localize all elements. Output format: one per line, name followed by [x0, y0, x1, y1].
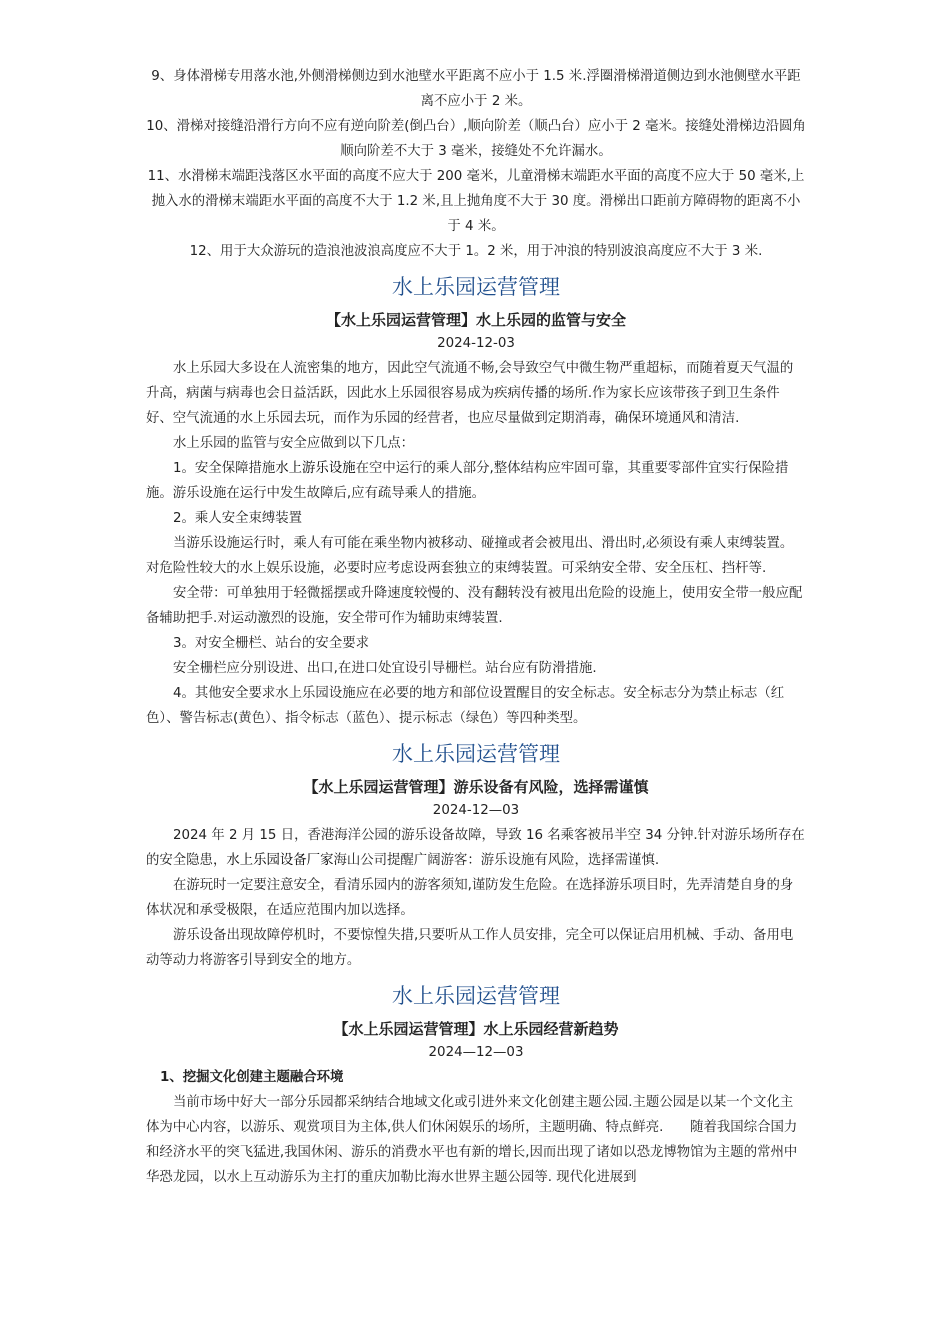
intro-item-10: 10、滑梯对接缝沿滑行方向不应有逆向阶差(倒凸台）,顺向阶差（顺凸台）应小于 2 毫米。接缝处滑梯边沿圆角顺向阶差不大于 3 毫米，接缝处不允许漏水。: [146, 119, 806, 159]
paragraph: 水上乐园大多设在人流密集的地方，因此空气流通不畅,会导致空气中微生物严重超标，而随着夏天气温的升高，病菌与病毒也会日益活跃，因此水上乐园很容易成为疾病传播的场所.作为家长应该带孩子到卫生条件好、空气流通的水上乐园去玩，而作为乐园的经营者，也应尽量做到定期消毒，确保环境通风和清洁.: [146, 361, 794, 426]
article-title: 【水上乐园运营管理】水上乐园的监管与安全: [325, 311, 626, 329]
article-title: 【水上乐园运营管理】游乐设备有风险，选择需谨慎: [303, 778, 649, 796]
paragraph: 当游乐设施运行时，乘人有可能在乘坐物内被移动、碰撞或者会被甩出、滑出时,必须设有乘人束缚装置。对危险性较大的水上娱乐设施，必要时应考虑设两套独立的束缚装置。可采纳安全带、安全压杠、挡杆等.: [146, 536, 794, 576]
paragraph: 在游玩时一定要注意安全，看清乐园内的游客须知,谨防发生危险。在选择游乐项目时，先弄清楚自身的身体状况和承受极限，在适应范围内加以选择。: [146, 878, 794, 918]
point-heading: 1、挖掘文化创建主题融合环境: [160, 1070, 344, 1085]
document-page: [146, 64, 806, 1190]
paragraph: 游乐设备出现故障停机时，不要惊惶失措,只要听从工作人员安排，完全可以保证启用机械、手动、备用电动等动力将游客引导到安全的地方。: [146, 928, 794, 968]
article-date: 2024—12—03: [428, 1045, 524, 1060]
paragraph-text: 海山公司提醒广阔游客：游乐设施有风险，选择需谨慎.: [333, 853, 660, 868]
paragraph: 3。对安全栅栏、站台的安全要求: [173, 636, 369, 651]
article-section-3: [146, 981, 806, 1190]
section-heading: 水上乐园运营管理: [392, 275, 560, 299]
water-rides-link[interactable]: 水上游乐设施: [275, 461, 356, 476]
paragraph: 4。其他安全要求水上乐园设施应在必要的地方和部位设置醒目的安全标志。安全标志分为禁止标志（红色）、警告标志(黄色）、指令标志（蓝色）、提示标志（绿色）等四种类型。: [146, 686, 785, 726]
paragraph: [146, 823, 806, 873]
paragraph: 2。乘人安全束缚装置: [173, 511, 303, 526]
paragraph-text: 在空中运行的乘人部分,整体结构应牢固可靠，其重要零部件宜实行保险措施。游乐设施在运行中发生故障后,应有疏导乘人的措施。: [146, 461, 789, 501]
paragraph: 安全带：可单独用于轻微摇摆或升降速度较慢的、没有翻转没有被甩出危险的设施上，使用安全带一般应配备辅助把手.对运动激烈的设施，安全带可作为辅助束缚装置.: [146, 586, 803, 626]
intro-item-9: 9、身体滑梯专用落水池,外侧滑梯侧边到水池壁水平距离不应小于 1.5 米.浮圈滑梯滑道侧边到水池侧壁水平距离不应小于 2 米。: [151, 69, 801, 109]
section-heading: 水上乐园运营管理: [392, 742, 560, 766]
article-section-2: [146, 739, 806, 973]
intro-item-11: 11、水滑梯末端距浅落区水平面的高度不应大于 200 毫米，儿童滑梯末端距水平面的高度不应大于 50 毫米,上抛入水的滑梯末端距水平面的高度不大于 1.2 米,且上抛角度不大于 30 度。滑梯出口距前方障碍物的距离不小于 4 米。: [147, 169, 805, 234]
article-section-1: [146, 272, 806, 731]
article-date: 2024-12-03: [437, 336, 515, 351]
intro-item-12: 12、用于大众游玩的造浪池波浪高度应不大于 1。2 米，用于冲浪的特别波浪高度应不大于 3 米.: [189, 244, 763, 259]
article-date: 2024-12—03: [432, 803, 520, 818]
paragraph: 当前市场中好大一部分乐园都采纳结合地域文化或引进外来文化创建主题公园.主题公园是以某一个文化主体为中心内容，以游乐、观赏项目为主体,供人们休闲娱乐的场所，主题明确、特点鲜亮. 随着我国综合国力和经济水平的突飞猛进,我国休闲、游乐的消费水平也有新的增长,因而出现了诸如以恐龙博物馆为主题的常州中华恐龙园，以水上互动游乐为主打的重庆加勒比海水世界主题公园等. 现代化进展到: [146, 1095, 798, 1185]
manufacturer-link[interactable]: 水上乐园设备厂家: [226, 853, 334, 868]
article-title: 【水上乐园运营管理】水上乐园经营新趋势: [333, 1020, 619, 1038]
paragraph: [146, 456, 806, 506]
paragraph: 水上乐园的监管与安全应做到以下几点：: [173, 436, 415, 451]
paragraph: 安全栅栏应分别设进、出口,在进口处宜设引导栅栏。站台应有防滑措施.: [173, 661, 597, 676]
paragraph-text: 2024 年 2 月 15 日，香港海洋公园的游乐设备故障，导致 16 名乘客被吊半空 34 分钟.针对游乐场所存在的安全隐患，: [146, 828, 805, 868]
paragraph-text: 1。安全保障措施: [173, 461, 276, 476]
section-heading: 水上乐园运营管理: [392, 984, 560, 1008]
